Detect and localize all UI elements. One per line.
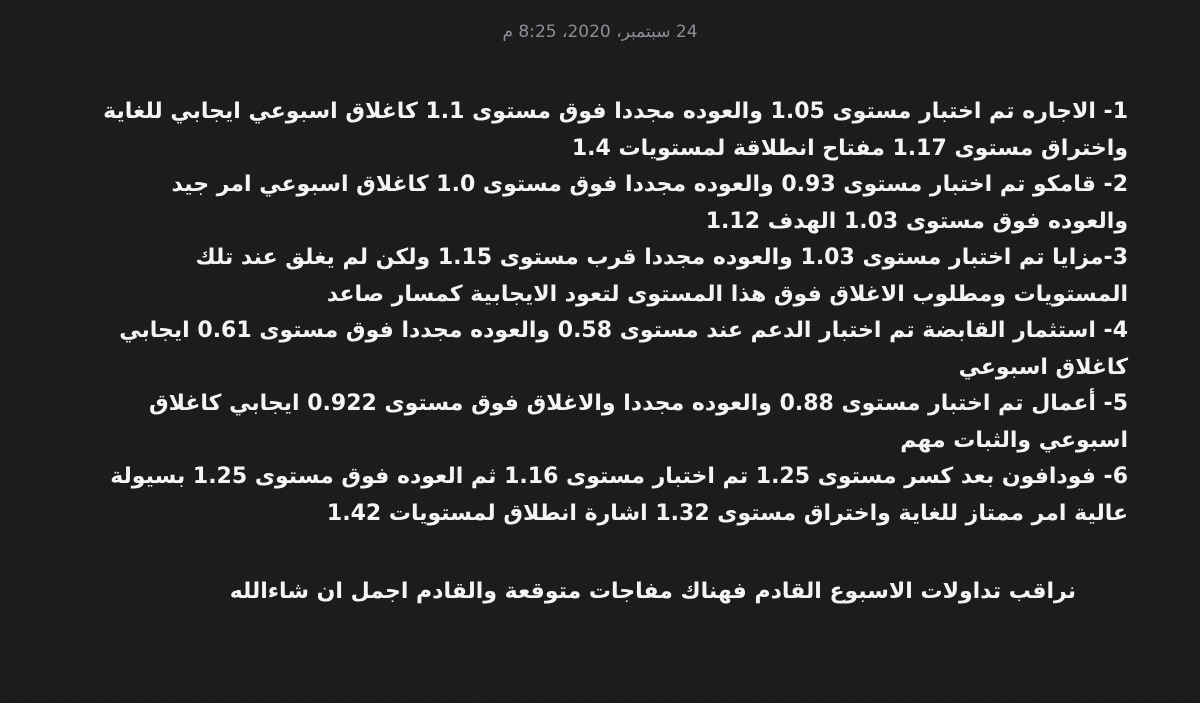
note-item-5: 5- أعمال تم اختبار مستوى 0.88 والعوده مجددا والاغلاق فوق مستوى 0.922 ايجابي كاغلاق اسبوعي والثبات مهم — [149, 391, 1128, 453]
note-item-4: 4- استثمار القابضة تم اختبار الدعم عند مستوى 0.58 والعوده مجددا فوق مستوى 0.61 ايجابي كاغلاق اسبوعي — [119, 318, 1128, 380]
note-item-2: 2- قامكو تم اختبار مستوى 0.93 والعوده مجددا فوق مستوى 1.0 كاغلاق اسبوعي امر جيد والعوده فوق مستوى 1.03 الهدف 1.12 — [171, 172, 1128, 234]
note-body[interactable] — [88, 94, 1128, 532]
note-item-6: 6- فودافون بعد كسر مستوى 1.25 تم اختبار مستوى 1.16 ثم العوده فوق مستوى 1.25 بسيولة عالية امر ممتاز للغاية واختراق مستوى 1.32 اشارة انطلاق لمستويات 1.42 — [110, 464, 1128, 526]
note-timestamp: 24 سبتمبر، 2020، 8:25 م — [502, 22, 698, 42]
note-closing-line: نراقب تداولات الاسبوع القادم فهناك مفاجات متوقعة والقادم اجمل ان شاءالله — [229, 579, 1076, 604]
note-item-1: 1- الاجاره تم اختبار مستوى 1.05 والعوده مجددا فوق مستوى 1.1 كاغلاق اسبوعي ايجابي للغاية واختراق مستوى 1.17 مفتاح انطلاقة لمستويات 1.4 — [103, 99, 1128, 161]
note-item-3: 3-مزايا تم اختبار مستوى 1.03 والعوده مجددا قرب مستوى 1.15 ولكن لم يغلق عند تلك المستويات ومطلوب الاغلاق فوق هذا المستوى لتعود الايجابية كمسار صاعد — [195, 245, 1128, 307]
